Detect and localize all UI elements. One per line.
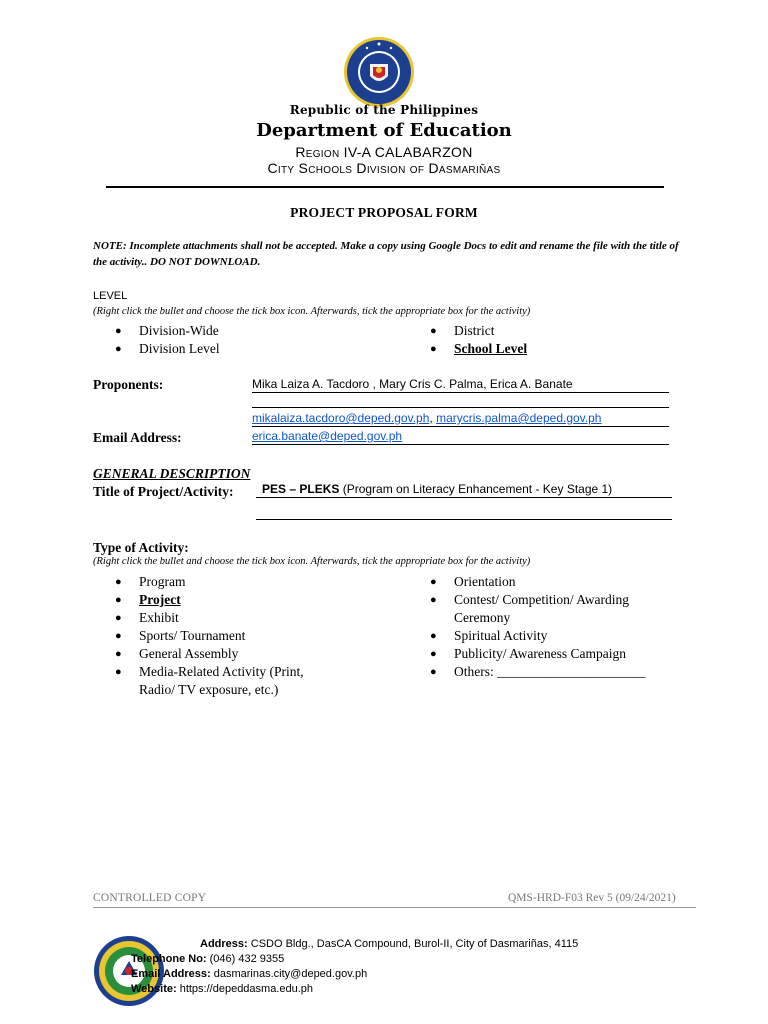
email-link-2[interactable]: marycris.palma@deped.gov.ph bbox=[436, 411, 602, 425]
activity-option-media-related[interactable]: ● Media-Related Activity (Print, bbox=[115, 664, 304, 679]
email-field-line-1[interactable]: mikalaiza.tacdoro@deped.gov.ph, marycris.palma@deped.gov.ph bbox=[252, 411, 669, 427]
bullet-icon: ● bbox=[430, 576, 437, 588]
level-option-division-level[interactable]: ● Division Level bbox=[115, 341, 220, 356]
form-title: PROJECT PROPOSAL FORM bbox=[290, 205, 478, 220]
activity-option-sports[interactable]: ● Sports/ Tournament bbox=[115, 628, 246, 643]
department-heading: Department of Education bbox=[256, 120, 512, 141]
division-heading: City Schools Division of Dasmariñas bbox=[267, 160, 501, 176]
activity-option-exhibit[interactable]: ● Exhibit bbox=[115, 610, 179, 625]
bullet-icon: ● bbox=[115, 666, 122, 678]
footer-website: Website: https://depeddasma.edu.ph bbox=[131, 983, 314, 995]
footer-telephone: Telephone No: (046) 432 9355 bbox=[131, 953, 285, 965]
email-label: Email Address: bbox=[93, 430, 182, 445]
general-description-heading: GENERAL DESCRIPTION bbox=[93, 466, 251, 481]
region-heading: Region IV-A CALABARZON bbox=[295, 144, 473, 160]
level-option-division-wide[interactable]: ● Division-Wide bbox=[115, 323, 219, 338]
activity-option-program[interactable]: ● Program bbox=[115, 574, 186, 589]
level-label: LEVEL bbox=[93, 290, 128, 302]
title-label: Title of Project/Activity: bbox=[93, 484, 234, 499]
controlled-copy-label: CONTROLLED COPY bbox=[93, 892, 207, 904]
activity-option-project[interactable]: ● Project bbox=[115, 592, 181, 607]
republic-heading: Republic of the Philippines bbox=[289, 103, 479, 117]
activity-option-spiritual[interactable]: ● Spiritual Activity bbox=[430, 628, 548, 643]
proponents-field[interactable]: Mika Laiza A. Tacdoro , Mary Cris C. Palma, Erica A. Banate bbox=[252, 377, 669, 393]
bullet-icon: ● bbox=[115, 648, 122, 660]
proponents-extra-line bbox=[252, 392, 669, 408]
bullet-icon: ● bbox=[430, 343, 437, 355]
bullet-icon: ● bbox=[430, 666, 437, 678]
email-field-line-2[interactable] bbox=[252, 429, 669, 445]
document-code: QMS-HRD-F03 Rev 5 (09/24/2021) bbox=[508, 892, 676, 904]
email-link-1[interactable]: mikalaiza.tacdoro@deped.gov.ph bbox=[252, 411, 430, 425]
bullet-icon: ● bbox=[430, 630, 437, 642]
activity-instruction: (Right click the bullet and choose the tick box icon. Afterwards, tick the appropriate box for the activity) bbox=[93, 556, 531, 567]
title-field[interactable]: PES – PLEKS (Program on Literacy Enhancement - Key Stage 1) bbox=[256, 482, 672, 498]
activity-type-label: Type of Activity: bbox=[93, 540, 189, 555]
proponents-label: Proponents: bbox=[93, 377, 164, 392]
activity-option-media-related-cont: Radio/ TV exposure, etc.) bbox=[139, 682, 279, 697]
deped-seal-logo bbox=[343, 36, 415, 108]
activity-option-others[interactable]: ● Others: ______________________ bbox=[430, 664, 646, 679]
activity-option-general-assembly[interactable]: ● General Assembly bbox=[115, 646, 239, 661]
level-instruction: (Right click the bullet and choose the tick box icon. Afterwards, tick the appropriate box for the activity) bbox=[93, 306, 531, 317]
bullet-icon: ● bbox=[115, 576, 122, 588]
activity-option-contest[interactable]: ● Contest/ Competition/ Awarding bbox=[430, 592, 630, 607]
level-option-school-level[interactable]: ● School Level bbox=[430, 341, 528, 356]
email-link-3[interactable]: erica.banate@deped.gov.ph bbox=[252, 429, 403, 443]
activity-option-publicity[interactable]: ● Publicity/ Awareness Campaign bbox=[430, 646, 626, 661]
bullet-icon: ● bbox=[430, 594, 437, 606]
activity-option-orientation[interactable]: ● Orientation bbox=[430, 574, 516, 589]
bullet-icon: ● bbox=[115, 594, 122, 606]
header-divider bbox=[106, 186, 664, 188]
bullet-icon: ● bbox=[115, 612, 122, 624]
title-extra-line bbox=[256, 504, 672, 520]
bullet-icon: ● bbox=[115, 343, 122, 355]
level-option-district[interactable]: ● District bbox=[430, 323, 495, 338]
footer-email: Email Address: dasmarinas.city@deped.gov.ph bbox=[131, 968, 368, 980]
bullet-icon: ● bbox=[115, 630, 122, 642]
bullet-icon: ● bbox=[115, 325, 122, 337]
footer-address: Address: CSDO Bldg., DasCA Compound, Burol-II, City of Dasmariñas, 4115 bbox=[200, 938, 579, 950]
activity-option-contest-cont: Ceremony bbox=[454, 610, 511, 625]
footer-divider bbox=[93, 907, 696, 908]
bullet-icon: ● bbox=[430, 325, 437, 337]
form-note: NOTE: Incomplete attachments shall not be accepted. Make a copy using Google Docs to edit and rename the file with the title of the activity.. DO NOT DOWNLOAD. bbox=[93, 240, 679, 268]
bullet-icon: ● bbox=[430, 648, 437, 660]
